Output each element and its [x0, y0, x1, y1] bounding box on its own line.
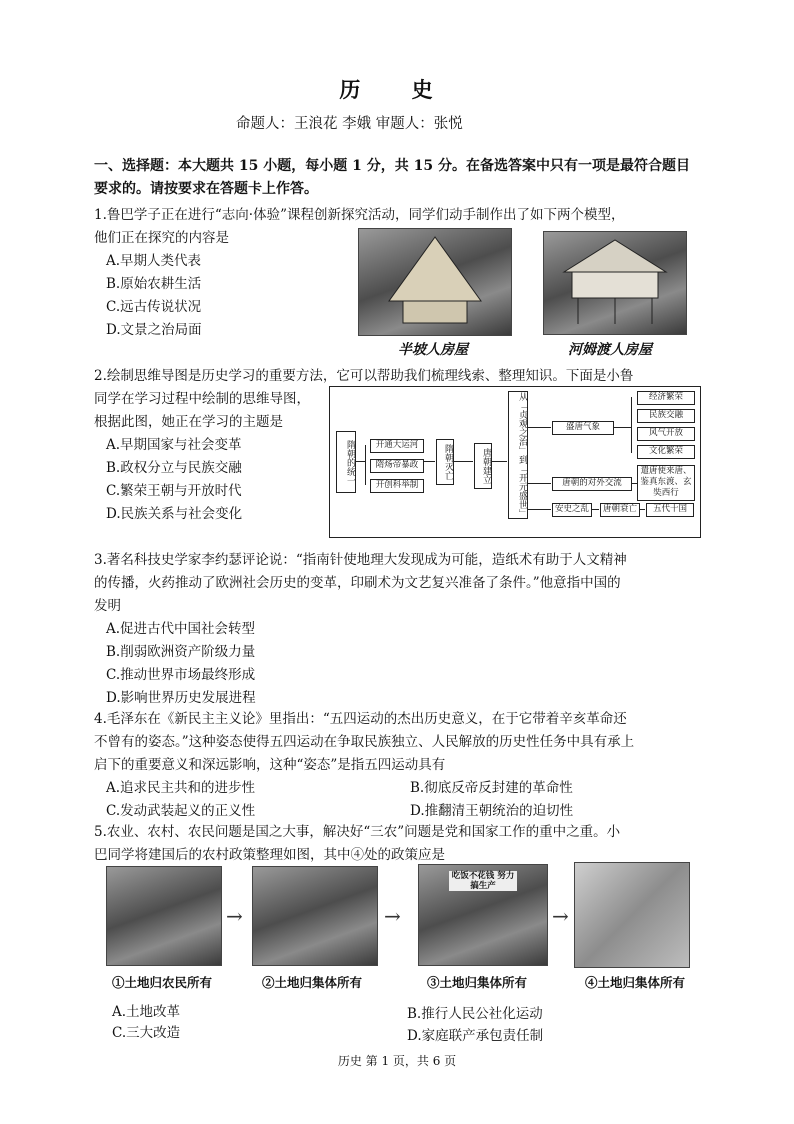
- q3-stem-line1: 3.著名科技史学家李约瑟评论说：“指南针使地理大发现成为可能，造纸术有助于人文精神: [94, 552, 627, 568]
- authors-line: 命题人：王浪花 李娥 审题人：张悦: [236, 116, 463, 132]
- arrow-right-icon: →: [552, 904, 569, 928]
- q5-option-c: C.三大改造: [112, 1025, 181, 1041]
- section-heading: 一、选择题：本大题共 15 小题，每小题 1 分，共 15 分。在备选答案中只有一项是最符合题目要求的。请按要求在答题卡上作答。: [94, 158, 690, 197]
- banpo-house-photo: [358, 228, 512, 336]
- mm-root: 隋朝的统一: [336, 431, 356, 493]
- q5-caption-1: ①土地归农民所有: [112, 975, 213, 990]
- q4-stem-line2: 不曾有的姿态。”这种姿态使得五四运动在争取民族独立、人民解放的历史性任务中具有承上: [94, 734, 635, 750]
- mind-map: [329, 386, 701, 538]
- q3-stem-line2: 的传播，火药推动了欧洲社会历史的变革，印刷术为文艺复兴准备了条件。”他意指中国的: [94, 575, 621, 591]
- q3-option-d: D.影响世界历史发展进程: [106, 690, 256, 706]
- commune-canteen-photo: [418, 864, 548, 966]
- mm-bottom-2: 唐朝衰亡: [600, 503, 640, 517]
- q1-option-c: C.远古传说状况: [106, 299, 202, 315]
- q2-option-a: A.早期国家与社会变革: [106, 437, 242, 453]
- q1-stem-line1: 1.鲁巴学子正在进行“志向·体验”课程创新探究活动，同学们动手制作出了如下两个模型，: [94, 207, 625, 223]
- stilt-house-icon: [544, 232, 686, 334]
- mm-sui-1: 开通大运河: [370, 439, 424, 453]
- hut-model-icon: [359, 229, 511, 335]
- canteen-slogan: 吃饭不花钱 努力搞生产: [449, 871, 517, 891]
- q3-stem-line3: 发明: [94, 598, 121, 614]
- q2-stem-line1: 2.绘制思维导图是历史学习的重要方法，它可以帮助我们梳理线索、整理知识。下面是小鲁: [94, 368, 634, 384]
- hemudu-house-photo: [543, 231, 687, 335]
- arrow-right-icon: →: [226, 904, 243, 928]
- q3-option-c: C.推动世界市场最终形成: [106, 667, 256, 683]
- q5-stem-line2: 巴同学将建国后的农村政策整理如图，其中④处的政策应是: [94, 847, 445, 863]
- arrow-right-icon: →: [384, 904, 401, 928]
- q2-option-d: D.民族关系与社会变化: [106, 506, 243, 522]
- q1-option-d: D.文景之治局面: [106, 322, 202, 338]
- q2-stem-line3: 根据此图，她正在学习的主题是: [94, 414, 283, 430]
- hemudu-caption: 河姆渡人房屋: [568, 342, 652, 358]
- q5-option-a: A.土地改革: [112, 1004, 181, 1020]
- mm-tang-style: 盛唐气象: [552, 421, 614, 435]
- mm-bottom-1: 安史之乱: [552, 503, 592, 517]
- q5-option-d: D.家庭联产承包责任制: [407, 1028, 544, 1044]
- q5-caption-2: ②土地归集体所有: [262, 975, 363, 990]
- mm-right-3: 风气开放: [637, 427, 695, 441]
- q3-option-b: B.削弱欧洲资产阶级力量: [106, 644, 256, 660]
- q2-option-b: B.政权分立与民族交融: [106, 460, 242, 476]
- page-title: 历 史: [339, 77, 455, 102]
- q4-stem-line1: 4.毛泽东在《新民主主义论》里指出：“五四运动的杰出历史意义，在于它带着辛亥革命还: [94, 711, 627, 727]
- mm-period: 从「贞观之治」到「开元盛世」: [508, 391, 528, 519]
- collective-photo: [252, 866, 378, 966]
- q1-stem-line2: 他们正在探究的内容是: [94, 230, 229, 246]
- mm-sui-fall: 隋朝灭亡: [436, 439, 454, 485]
- q5-caption-3: ③土地归集体所有: [427, 975, 528, 990]
- contract-document-photo: [574, 862, 690, 968]
- banpo-caption: 半坡人房屋: [398, 342, 468, 358]
- mm-right-5: 遣唐使来唐、鉴真东渡、玄奘西行: [637, 465, 695, 501]
- q4-option-c: C.发动武装起义的正义性: [106, 803, 256, 819]
- mm-right-1: 经济繁荣: [637, 391, 695, 405]
- q2-option-c: C.繁荣王朝与开放时代: [106, 483, 242, 499]
- q4-option-d: D.推翻清王朝统治的迫切性: [410, 803, 574, 819]
- q3-option-a: A.促进古代中国社会转型: [106, 621, 256, 637]
- q5-caption-4: ④土地归集体所有: [585, 975, 686, 990]
- q1-option-a: A.早期人类代表: [106, 253, 202, 269]
- mm-bottom-3: 五代十国: [646, 503, 694, 517]
- page-footer: 历史 第 1 页，共 6 页: [337, 1054, 457, 1068]
- land-reform-photo: [106, 866, 222, 966]
- q4-stem-line3: 启下的重要意义和深远影响，这种“姿态”是指五四运动具有: [94, 757, 446, 773]
- mm-foreign-exchange: 唐朝的对外交流: [552, 477, 632, 491]
- q1-option-b: B.原始农耕生活: [106, 276, 202, 292]
- q5-stem-line1: 5.农业、农村、农民问题是国之大事，解决好“三农”问题是党和国家工作的重中之重。小: [94, 824, 621, 840]
- q4-option-a: A.追求民主共和的进步性: [106, 780, 256, 796]
- mm-sui-3: 开创科举制: [370, 479, 424, 493]
- q4-option-b: B.彻底反帝反封建的革命性: [410, 780, 573, 796]
- q5-option-b: B.推行人民公社化运动: [407, 1006, 543, 1022]
- mm-right-2: 民族交融: [637, 409, 695, 423]
- mm-right-4: 文化繁荣: [637, 445, 695, 459]
- mm-tang: 唐朝建立: [474, 443, 492, 489]
- mm-sui-2: 隋炀帝暴政: [370, 459, 424, 473]
- q2-stem-line2: 同学在学习过程中绘制的思维导图，: [94, 391, 310, 407]
